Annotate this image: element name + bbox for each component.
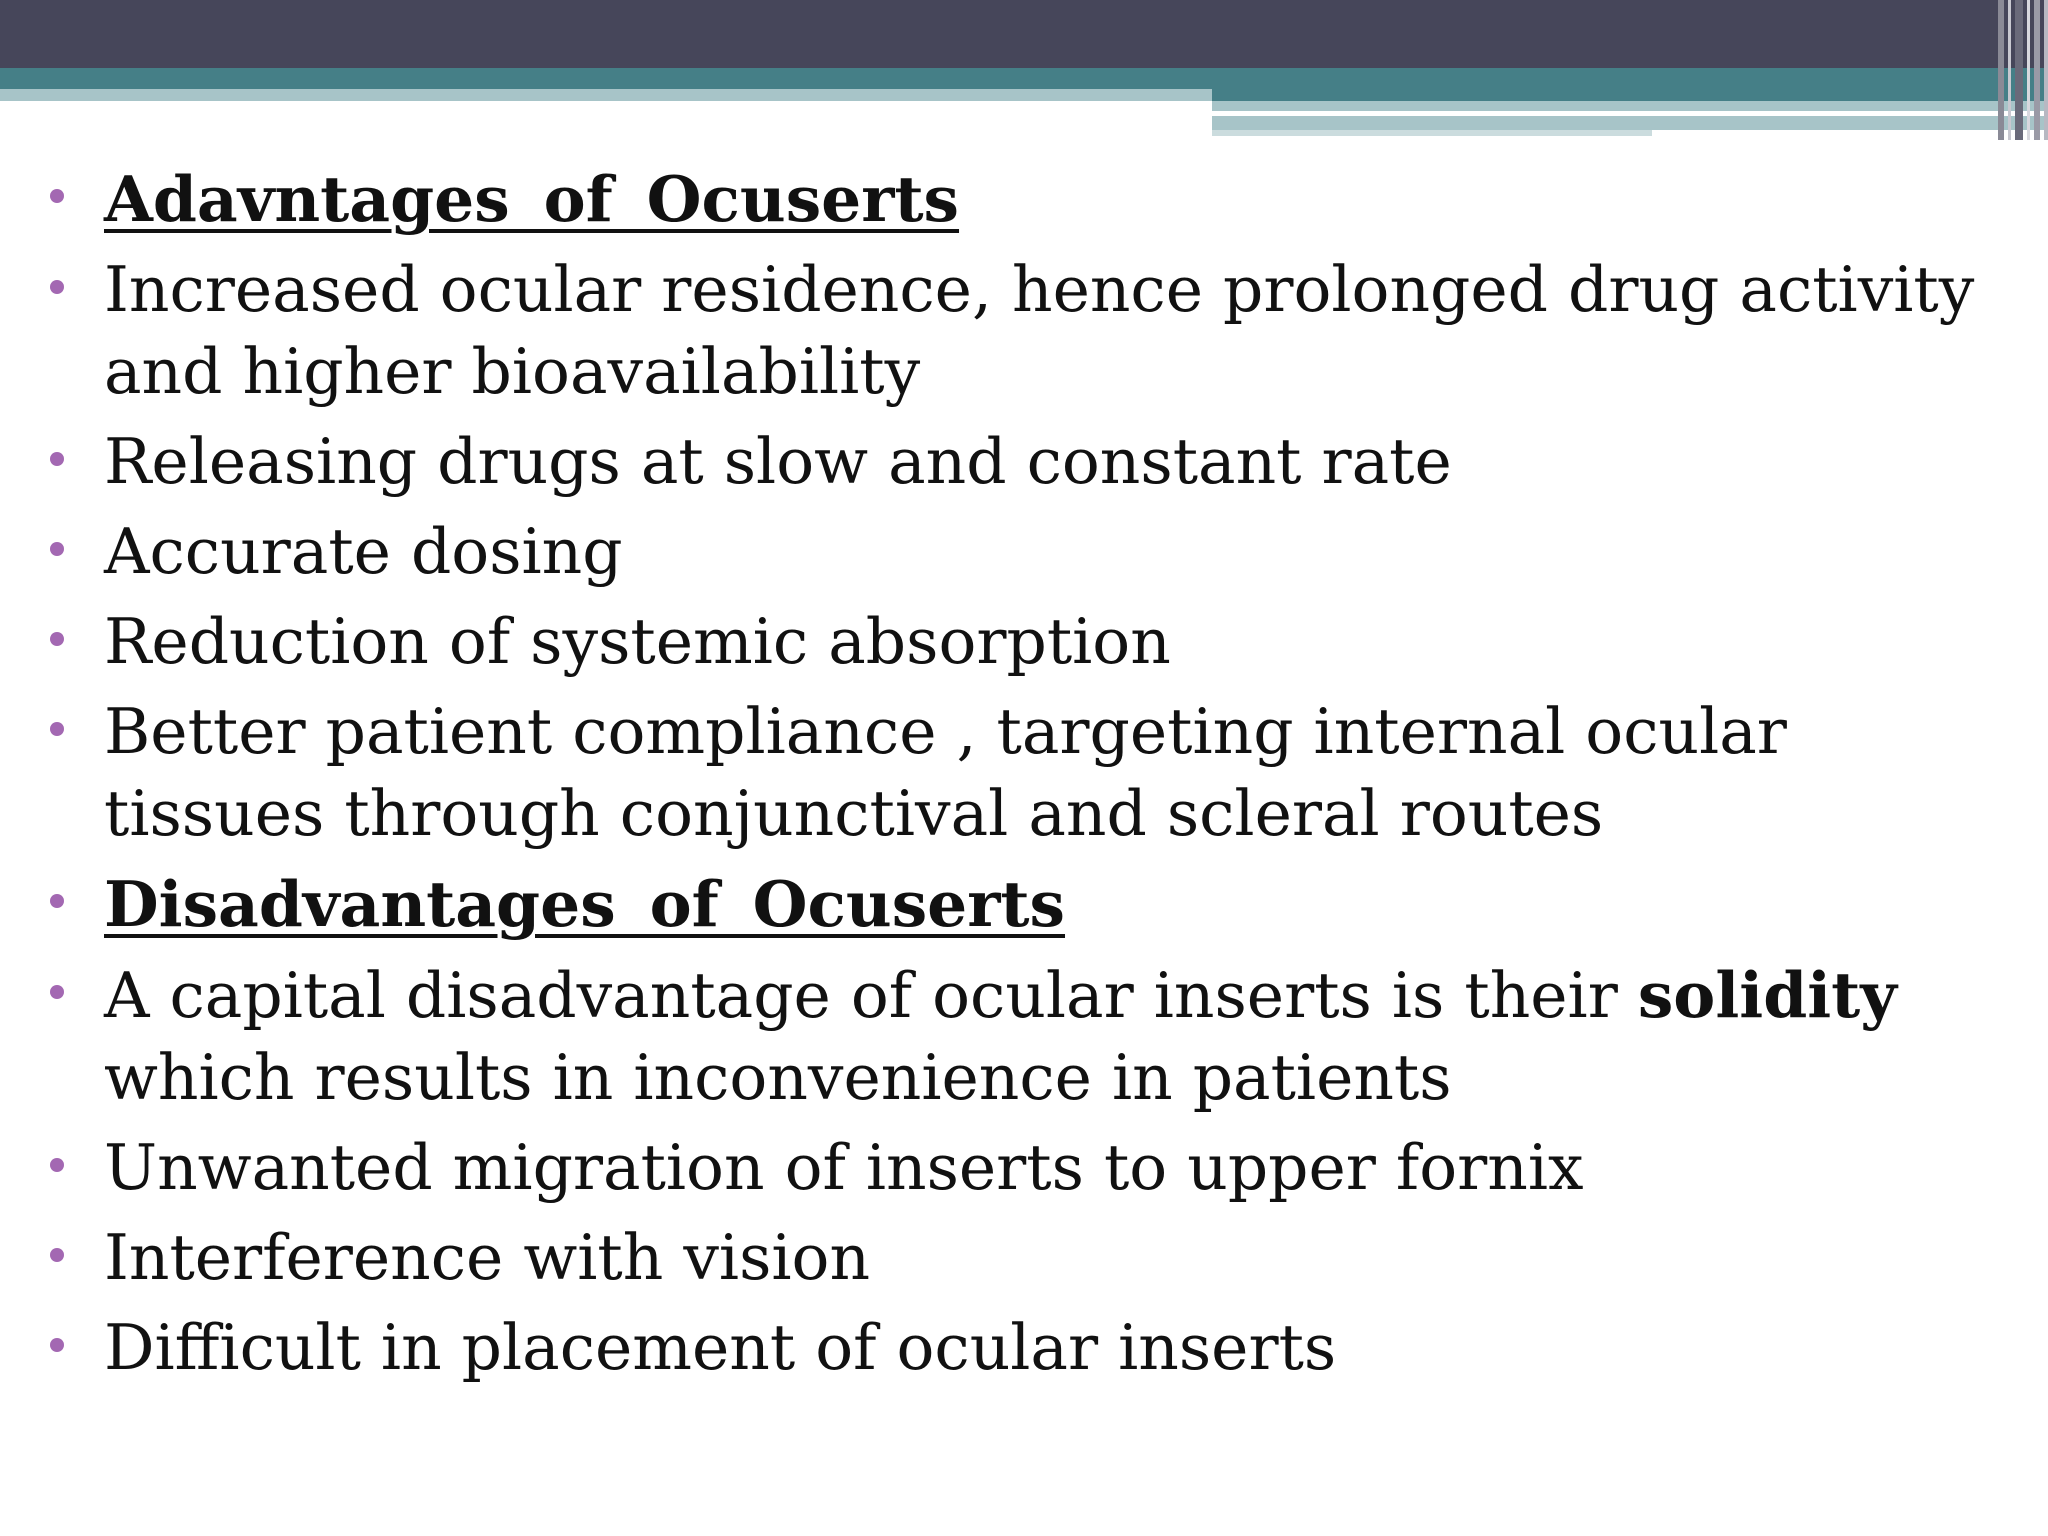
header-bar-teal [0, 68, 2048, 89]
list-item [40, 1127, 2020, 1209]
bullet-dot [50, 1158, 64, 1172]
list-item-disadvantages-heading [40, 863, 2020, 946]
list-item [40, 511, 2020, 593]
header-bar-light-right [1212, 101, 2048, 111]
list-item-text: Accurate dosing [104, 515, 623, 588]
list-item-text-part: A capital disadvantage of ocular inserts is their [104, 959, 1638, 1032]
list-item-text: Difficult in placement of ocular inserts [104, 1311, 1337, 1384]
list-item-text: Interference with vision [104, 1221, 871, 1294]
list-item-advantages-heading [40, 158, 2020, 241]
slide-body [40, 158, 2020, 1397]
bullet-dot [50, 542, 64, 556]
bullet-dot [50, 280, 64, 294]
list-item-text: Unwanted migration of inserts to upper fornix [104, 1131, 1584, 1204]
list-item [40, 691, 2020, 855]
list-item-text-part: which results in inconvenience in patients [104, 1041, 1452, 1114]
edge-stripes [1992, 0, 2048, 140]
bullet-dot [50, 1338, 64, 1352]
bullet-dot [50, 452, 64, 466]
list-item-text: Increased ocular residence, hence prolonged drug activity and higher bioavailability [104, 253, 1975, 408]
emphasis-solidity: solidity [1637, 958, 1897, 1032]
disadvantages-heading: Disadvantages of Ocuserts [104, 867, 1066, 941]
header-bar-light [0, 89, 1212, 101]
bullet-list [40, 158, 2020, 1389]
bullet-dot [50, 722, 64, 736]
bullet-dot [50, 632, 64, 646]
bullet-dot [50, 894, 64, 908]
list-item-text: Better patient compliance , targeting internal ocular tissues through conjunctival and scleral routes [104, 695, 1787, 850]
list-item [40, 1307, 2020, 1389]
header-bar-teal-right [1212, 89, 2048, 101]
header-bar-faint [1212, 130, 1652, 136]
list-item [40, 249, 2020, 413]
list-item [40, 601, 2020, 683]
bullet-dot [50, 985, 64, 999]
header-bar-light-right-lower [1212, 116, 2048, 130]
list-item [40, 954, 2020, 1119]
list-item [40, 1217, 2020, 1299]
list-item-text: Reduction of systemic absorption [104, 605, 1171, 678]
bullet-dot [50, 189, 64, 203]
bullet-dot [50, 1248, 64, 1262]
list-item-text: Releasing drugs at slow and constant rate [104, 425, 1452, 498]
list-item [40, 421, 2020, 503]
header-bar-dark [0, 0, 2048, 68]
advantages-heading: Adavntages of Ocuserts [104, 162, 960, 236]
